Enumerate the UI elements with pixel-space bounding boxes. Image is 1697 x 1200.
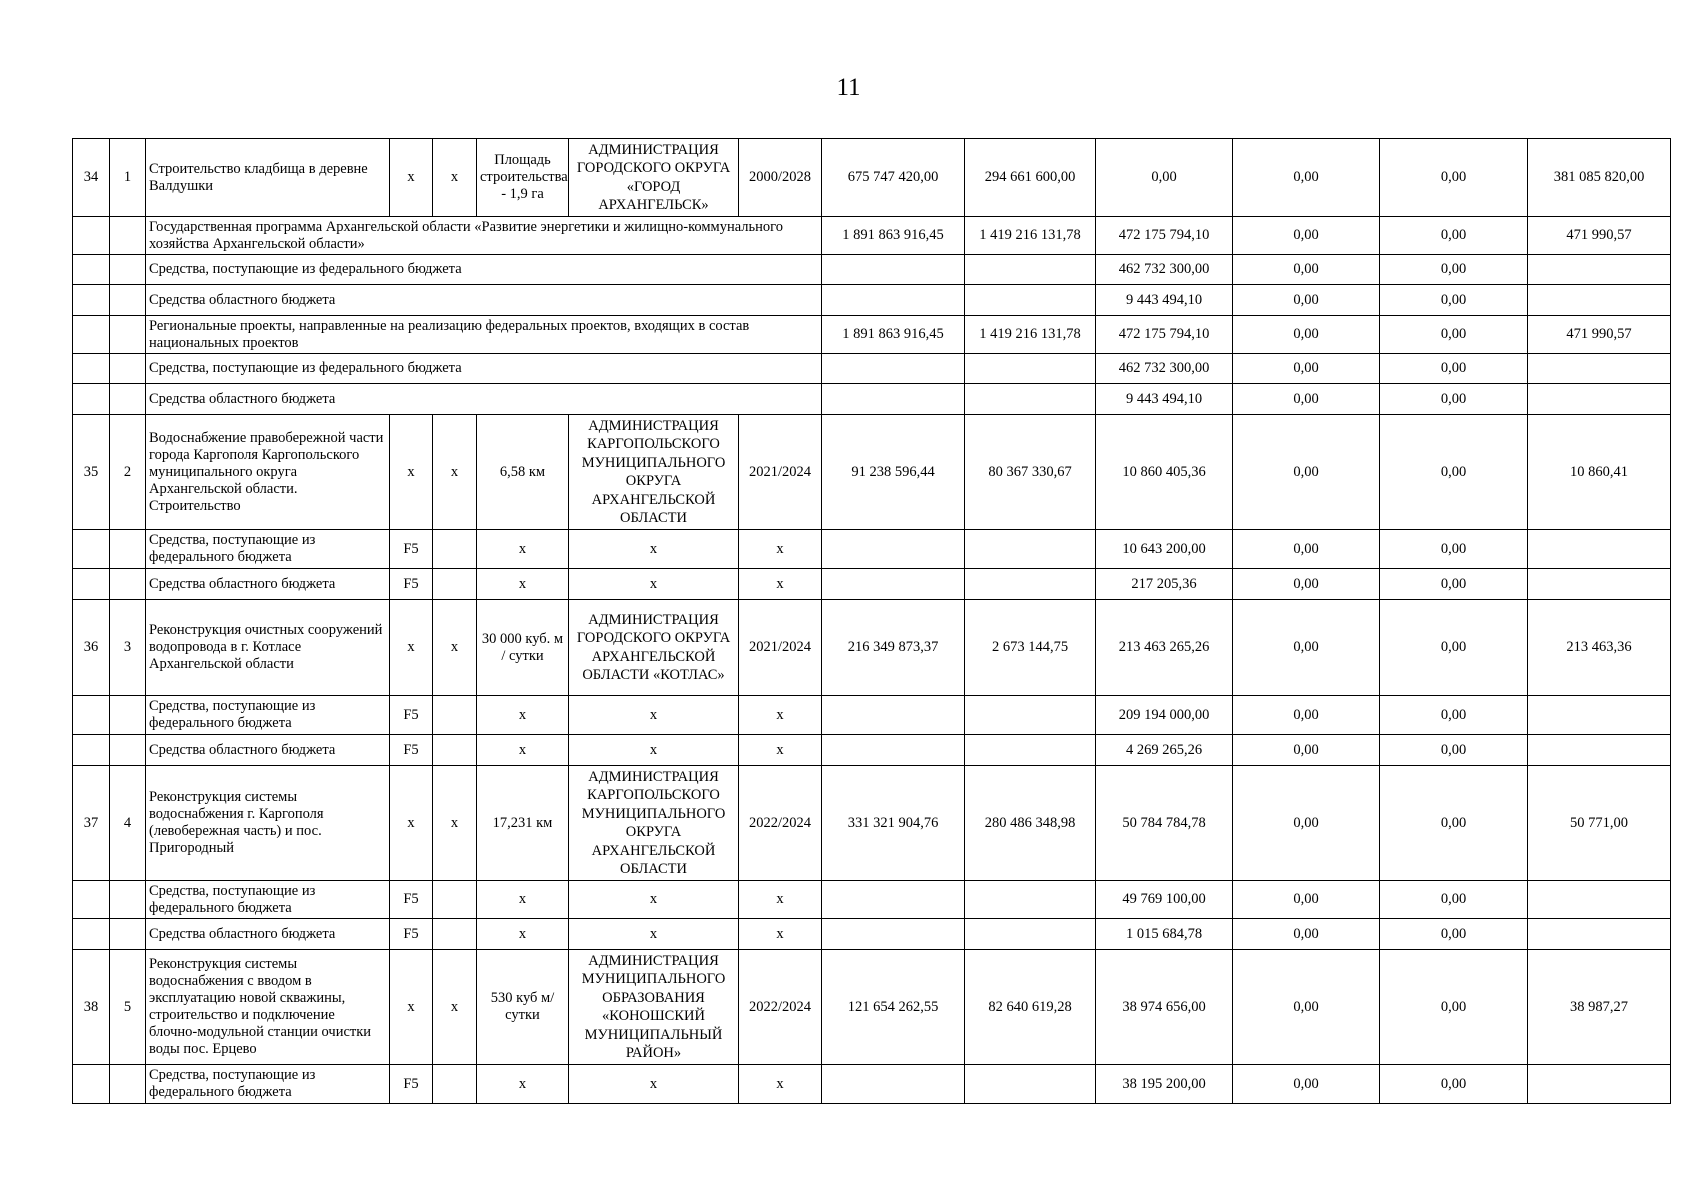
- object-name: Водоснабжение правобережной части города Каргополя Каргопольского муниципального округа Архангельской области. Строительство: [146, 415, 390, 530]
- value-cell: 0,00: [1233, 255, 1380, 285]
- funding-source: Средства областного бюджета: [146, 735, 390, 766]
- agency-cell: АДМИНИСТРАЦИЯ ГОРОДСКОГО ОКРУГА АРХАНГЕЛЬСКОЙ ОБЛАСТИ «КОТЛАС»: [569, 600, 739, 696]
- row-number: 38: [73, 950, 110, 1065]
- period-cell: х: [739, 569, 822, 600]
- value-cell: 0,00: [1233, 217, 1380, 255]
- code-cell: х: [433, 415, 477, 530]
- row-number: 37: [73, 766, 110, 881]
- value-cell: 0,00: [1380, 255, 1528, 285]
- object-name: Строительство кладбища в деревне Валдушки: [146, 139, 390, 217]
- capacity-cell: 530 куб м/сутки: [477, 950, 569, 1065]
- period-cell: 2021/2024: [739, 415, 822, 530]
- value-cell: 0,00: [1380, 696, 1528, 735]
- code-cell: х: [390, 766, 433, 881]
- capacity-cell: х: [477, 919, 569, 950]
- table-row: [73, 530, 1671, 569]
- value-cell: 82 640 619,28: [965, 950, 1096, 1065]
- table-row: [73, 919, 1671, 950]
- page-number: 11: [836, 74, 861, 101]
- value-cell: 0,00: [1380, 316, 1528, 354]
- code-cell: х: [433, 139, 477, 217]
- code-cell: F5: [390, 530, 433, 569]
- agency-cell: АДМИНИСТРАЦИЯ КАРГОПОЛЬСКОГО МУНИЦИПАЛЬНОГО ОКРУГА АРХАНГЕЛЬСКОЙ ОБЛАСТИ: [569, 766, 739, 881]
- value-cell: 472 175 794,10: [1096, 217, 1233, 255]
- agency-cell: АДМИНИСТРАЦИЯ КАРГОПОЛЬСКОГО МУНИЦИПАЛЬНОГО ОКРУГА АРХАНГЕЛЬСКОЙ ОБЛАСТИ: [569, 415, 739, 530]
- value-cell: 38 987,27: [1528, 950, 1671, 1065]
- period-cell: х: [739, 530, 822, 569]
- value-cell: 0,00: [1233, 881, 1380, 919]
- capacity-cell: Площадь строительства - 1,9 га: [477, 139, 569, 217]
- value-cell: 0,00: [1233, 530, 1380, 569]
- value-cell: 10 860,41: [1528, 415, 1671, 530]
- value-cell: 0,00: [1233, 569, 1380, 600]
- value-cell: 0,00: [1380, 139, 1528, 217]
- period-cell: х: [739, 696, 822, 735]
- table-row: [73, 735, 1671, 766]
- funding-source: Средства областного бюджета: [146, 919, 390, 950]
- value-cell: 280 486 348,98: [965, 766, 1096, 881]
- row-subnumber: 4: [110, 766, 146, 881]
- funding-source: Средства, поступающие из федерального бюджета: [146, 881, 390, 919]
- value-cell: 331 321 904,76: [822, 766, 965, 881]
- funding-source: Средства, поступающие из федерального бюджета: [146, 530, 390, 569]
- agency-cell: х: [569, 530, 739, 569]
- value-cell: 471 990,57: [1528, 316, 1671, 354]
- value-cell: 0,00: [1380, 354, 1528, 384]
- value-cell: 91 238 596,44: [822, 415, 965, 530]
- value-cell: 675 747 420,00: [822, 139, 965, 217]
- value-cell: 1 419 216 131,78: [965, 316, 1096, 354]
- value-cell: 0,00: [1380, 415, 1528, 530]
- table-row: [73, 354, 1671, 384]
- row-number: 36: [73, 600, 110, 696]
- value-cell: 1 419 216 131,78: [965, 217, 1096, 255]
- capacity-cell: х: [477, 696, 569, 735]
- value-cell: 471 990,57: [1528, 217, 1671, 255]
- value-cell: 10 643 200,00: [1096, 530, 1233, 569]
- value-cell: 50 771,00: [1528, 766, 1671, 881]
- table-row: [73, 316, 1671, 354]
- object-name: Реконструкция очистных сооружений водопровода в г. Котласе Архангельской области: [146, 600, 390, 696]
- code-cell: F5: [390, 881, 433, 919]
- program-name: Государственная программа Архангельской области «Развитие энергетики и жилищно-коммунального хозяйства Архангельской области»: [146, 217, 822, 255]
- period-cell: 2021/2024: [739, 600, 822, 696]
- value-cell: 9 443 494,10: [1096, 384, 1233, 415]
- object-name: Реконструкция системы водоснабжения г. Каргополя (левобережная часть) и пос. Пригородный: [146, 766, 390, 881]
- period-cell: х: [739, 735, 822, 766]
- value-cell: 80 367 330,67: [965, 415, 1096, 530]
- value-cell: 0,00: [1380, 217, 1528, 255]
- object-name: Реконструкция системы водоснабжения с вводом в эксплуатацию новой скважины, строительство и подключение блочно-модульной станции очистки воды пос. Ерцево: [146, 950, 390, 1065]
- value-cell: 0,00: [1233, 950, 1380, 1065]
- row-number: 35: [73, 415, 110, 530]
- value-cell: 0,00: [1380, 530, 1528, 569]
- value-cell: 462 732 300,00: [1096, 354, 1233, 384]
- value-cell: 0,00: [1380, 285, 1528, 316]
- funding-source: Средства, поступающие из федерального бюджета: [146, 255, 822, 285]
- value-cell: 472 175 794,10: [1096, 316, 1233, 354]
- value-cell: 0,00: [1233, 766, 1380, 881]
- value-cell: 462 732 300,00: [1096, 255, 1233, 285]
- value-cell: 10 860 405,36: [1096, 415, 1233, 530]
- value-cell: 0,00: [1380, 766, 1528, 881]
- period-cell: 2022/2024: [739, 766, 822, 881]
- funding-source: Средства, поступающие из федерального бюджета: [146, 354, 822, 384]
- capacity-cell: х: [477, 881, 569, 919]
- table-row: [73, 696, 1671, 735]
- period-cell: 2022/2024: [739, 950, 822, 1065]
- value-cell: 49 769 100,00: [1096, 881, 1233, 919]
- value-cell: 0,00: [1233, 735, 1380, 766]
- funding-source: Средства, поступающие из федерального бюджета: [146, 1065, 390, 1104]
- funding-source: Средства областного бюджета: [146, 384, 822, 415]
- period-cell: х: [739, 881, 822, 919]
- value-cell: 381 085 820,00: [1528, 139, 1671, 217]
- table-row: [73, 1065, 1671, 1104]
- value-cell: 0,00: [1380, 735, 1528, 766]
- funding-source: Средства областного бюджета: [146, 285, 822, 316]
- value-cell: 0,00: [1380, 919, 1528, 950]
- value-cell: 0,00: [1233, 316, 1380, 354]
- funding-source: Средства, поступающие из федерального бюджета: [146, 696, 390, 735]
- value-cell: 0,00: [1380, 881, 1528, 919]
- capacity-cell: 17,231 км: [477, 766, 569, 881]
- value-cell: 216 349 873,37: [822, 600, 965, 696]
- value-cell: 213 463,36: [1528, 600, 1671, 696]
- code-cell: х: [390, 600, 433, 696]
- code-cell: х: [433, 950, 477, 1065]
- row-subnumber: 3: [110, 600, 146, 696]
- value-cell: 0,00: [1233, 354, 1380, 384]
- table-row: [73, 217, 1671, 255]
- value-cell: 9 443 494,10: [1096, 285, 1233, 316]
- value-cell: 0,00: [1233, 285, 1380, 316]
- code-cell: F5: [390, 1065, 433, 1104]
- table-row: [73, 569, 1671, 600]
- value-cell: 4 269 265,26: [1096, 735, 1233, 766]
- table-row: [73, 285, 1671, 316]
- value-cell: 0,00: [1096, 139, 1233, 217]
- row-subnumber: 2: [110, 415, 146, 530]
- value-cell: 0,00: [1233, 384, 1380, 415]
- table-row: [73, 139, 1671, 217]
- period-cell: х: [739, 919, 822, 950]
- code-cell: х: [433, 600, 477, 696]
- table-row: [73, 415, 1671, 530]
- value-cell: 0,00: [1380, 950, 1528, 1065]
- agency-cell: х: [569, 696, 739, 735]
- value-cell: 1 891 863 916,45: [822, 217, 965, 255]
- capacity-cell: х: [477, 1065, 569, 1104]
- value-cell: 2 673 144,75: [965, 600, 1096, 696]
- value-cell: 0,00: [1233, 600, 1380, 696]
- value-cell: 0,00: [1233, 1065, 1380, 1104]
- code-cell: х: [390, 139, 433, 217]
- value-cell: 0,00: [1380, 569, 1528, 600]
- period-cell: 2000/2028: [739, 139, 822, 217]
- agency-cell: х: [569, 919, 739, 950]
- value-cell: 38 195 200,00: [1096, 1065, 1233, 1104]
- value-cell: 0,00: [1380, 600, 1528, 696]
- value-cell: 0,00: [1380, 1065, 1528, 1104]
- value-cell: 121 654 262,55: [822, 950, 965, 1065]
- period-cell: х: [739, 1065, 822, 1104]
- capacity-cell: 6,58 км: [477, 415, 569, 530]
- capacity-cell: х: [477, 569, 569, 600]
- value-cell: 217 205,36: [1096, 569, 1233, 600]
- agency-cell: АДМИНИСТРАЦИЯ МУНИЦИПАЛЬНОГО ОБРАЗОВАНИЯ «КОНОШСКИЙ МУНИЦИПАЛЬНЫЙ РАЙОН»: [569, 950, 739, 1065]
- code-cell: х: [433, 766, 477, 881]
- code-cell: F5: [390, 919, 433, 950]
- table-row: [73, 881, 1671, 919]
- value-cell: 38 974 656,00: [1096, 950, 1233, 1065]
- code-cell: х: [390, 415, 433, 530]
- agency-cell: х: [569, 735, 739, 766]
- code-cell: F5: [390, 735, 433, 766]
- agency-cell: х: [569, 881, 739, 919]
- code-cell: F5: [390, 569, 433, 600]
- capacity-cell: 30 000 куб. м / сутки: [477, 600, 569, 696]
- table-row: [73, 766, 1671, 881]
- value-cell: 0,00: [1233, 696, 1380, 735]
- row-subnumber: 1: [110, 139, 146, 217]
- code-cell: F5: [390, 696, 433, 735]
- capacity-cell: х: [477, 735, 569, 766]
- budget-table: [72, 138, 1671, 1104]
- agency-cell: х: [569, 1065, 739, 1104]
- agency-cell: АДМИНИСТРАЦИЯ ГОРОДСКОГО ОКРУГА «ГОРОД АРХАНГЕЛЬСК»: [569, 139, 739, 217]
- value-cell: 213 463 265,26: [1096, 600, 1233, 696]
- value-cell: 1 015 684,78: [1096, 919, 1233, 950]
- table-row: [73, 950, 1671, 1065]
- code-cell: х: [390, 950, 433, 1065]
- program-name: Региональные проекты, направленные на реализацию федеральных проектов, входящих в состав национальных проектов: [146, 316, 822, 354]
- row-subnumber: 5: [110, 950, 146, 1065]
- value-cell: 0,00: [1233, 139, 1380, 217]
- capacity-cell: х: [477, 530, 569, 569]
- table-row: [73, 255, 1671, 285]
- value-cell: 0,00: [1233, 919, 1380, 950]
- value-cell: 1 891 863 916,45: [822, 316, 965, 354]
- table-row: [73, 600, 1671, 696]
- value-cell: 50 784 784,78: [1096, 766, 1233, 881]
- value-cell: 294 661 600,00: [965, 139, 1096, 217]
- value-cell: 0,00: [1380, 384, 1528, 415]
- value-cell: 209 194 000,00: [1096, 696, 1233, 735]
- row-number: 34: [73, 139, 110, 217]
- table-row: [73, 384, 1671, 415]
- funding-source: Средства областного бюджета: [146, 569, 390, 600]
- value-cell: 0,00: [1233, 415, 1380, 530]
- agency-cell: х: [569, 569, 739, 600]
